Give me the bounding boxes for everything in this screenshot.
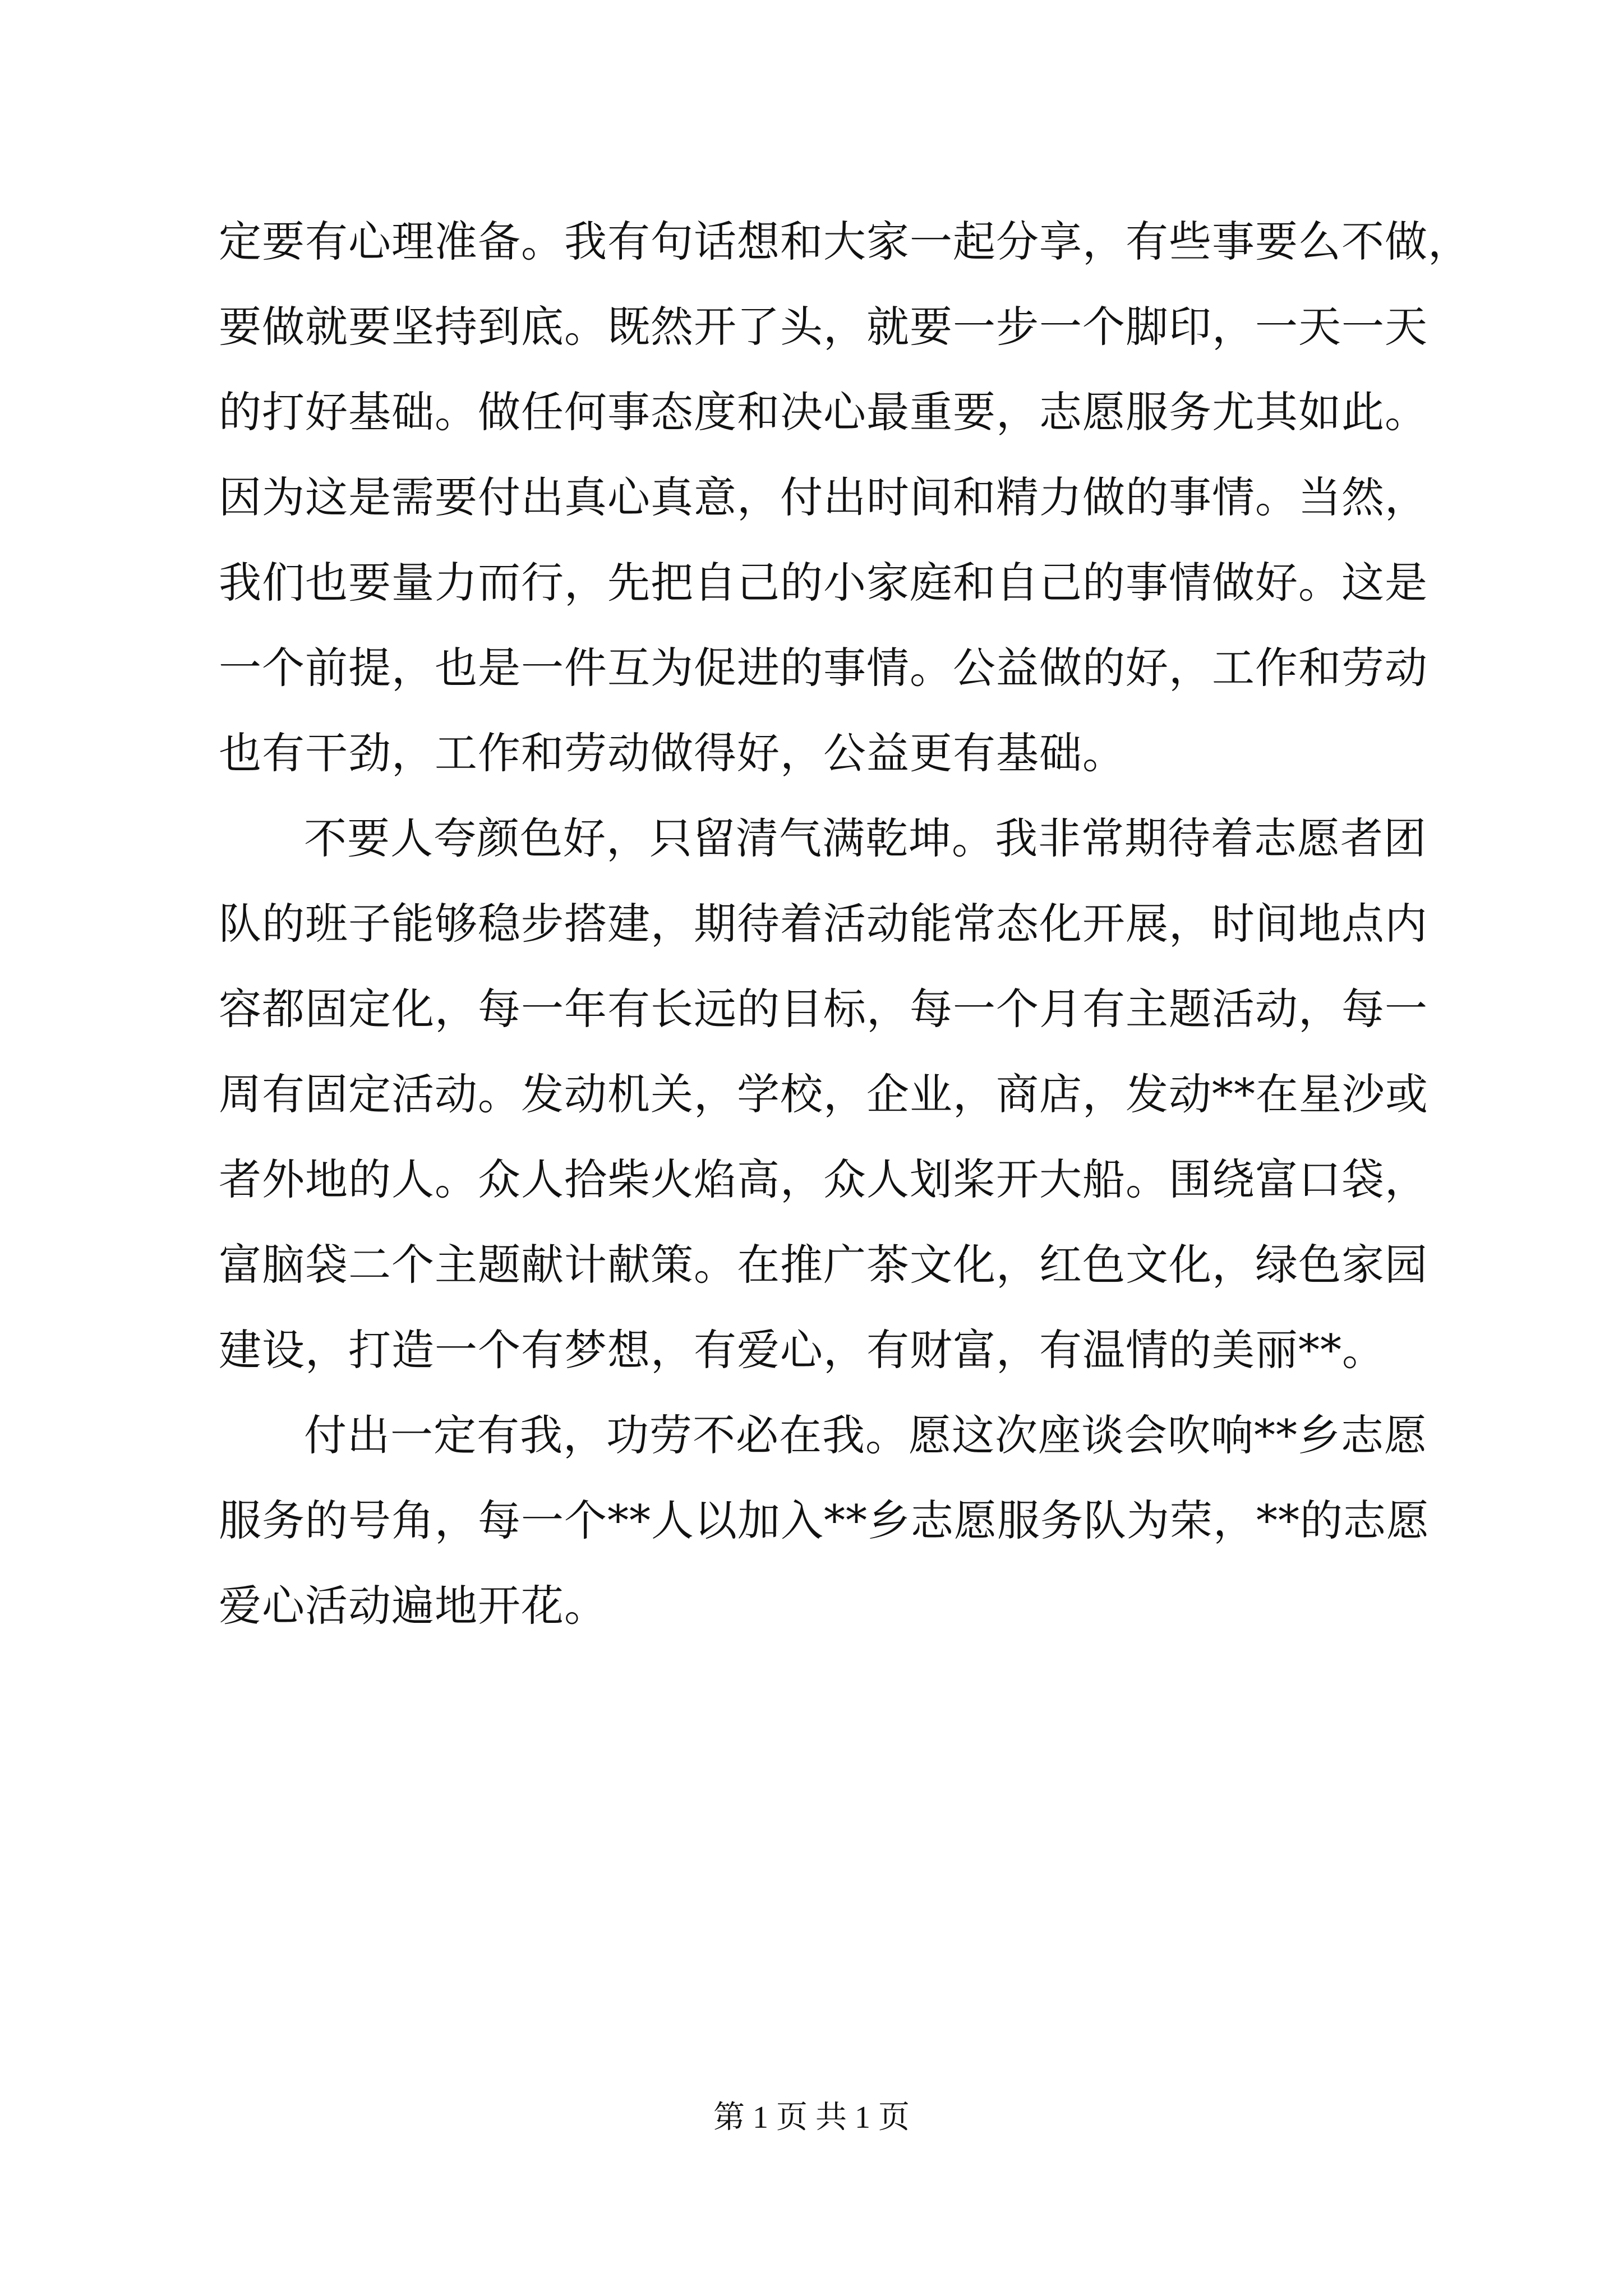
paragraph-1-line-7: 也有干劲，工作和劳动做得好，公益更有基础。	[219, 728, 1126, 778]
paragraph-2-line-7: 建设，打造一个有梦想，有爱心，有财富，有温情的美丽**。	[219, 1325, 1385, 1375]
paragraph-2-line-2: 队的班子能够稳步搭建，期待着活动能常态化开展，时间地点内	[219, 899, 1428, 949]
paragraph-3-line-1: 付出一定有我，功劳不必在我。愿这次座谈会吹响**乡志愿	[304, 1410, 1427, 1460]
paragraph-1-line-3: 的打好基础。做任何事态度和决心最重要，志愿服务尤其如此。	[219, 387, 1428, 437]
paragraph-2-line-6: 富脑袋二个主题献计献策。在推广茶文化，红色文化，绿色家园	[219, 1240, 1428, 1290]
paragraph-3-line-3: 爱心活动遍地开花。	[219, 1581, 607, 1631]
paragraph-2-line-4: 周有固定活动。发动机关，学校，企业，商店，发动**在星沙或	[219, 1069, 1428, 1119]
paragraph-1-line-5: 我们也要量力而行，先把自己的小家庭和自己的事情做好。这是	[219, 558, 1428, 608]
paragraph-1-line-6: 一个前提，也是一件互为促进的事情。公益做的好，工作和劳动	[219, 643, 1428, 693]
paragraph-3-line-2: 服务的号角，每一个**人以加入**乡志愿服务队为荣，**的志愿	[219, 1496, 1430, 1545]
paragraph-1-line-2: 要做就要坚持到底。既然开了头，就要一步一个脚印，一天一天	[219, 302, 1428, 352]
page-number-footer: 第 1 页 共 1 页	[713, 2100, 910, 2135]
paragraph-2-line-3: 容都固定化，每一年有长远的目标，每一个月有主题活动，每一	[219, 984, 1428, 1034]
document-body	[219, 199, 1471, 1649]
paragraph-2-line-5: 者外地的人。众人拾柴火焰高，众人划桨开大船。围绕富口袋，	[219, 1154, 1428, 1204]
paragraph-2-line-1: 不要人夸颜色好，只留清气满乾坤。我非常期待着志愿者团	[304, 813, 1427, 863]
paragraph-1-line-4: 因为这是需要付出真心真意，付出时间和精力做的事情。当然，	[219, 472, 1428, 522]
paragraph-1-line-1: 定要有心理准备。我有句话想和大家一起分享，有些事要么不做，	[219, 217, 1471, 266]
